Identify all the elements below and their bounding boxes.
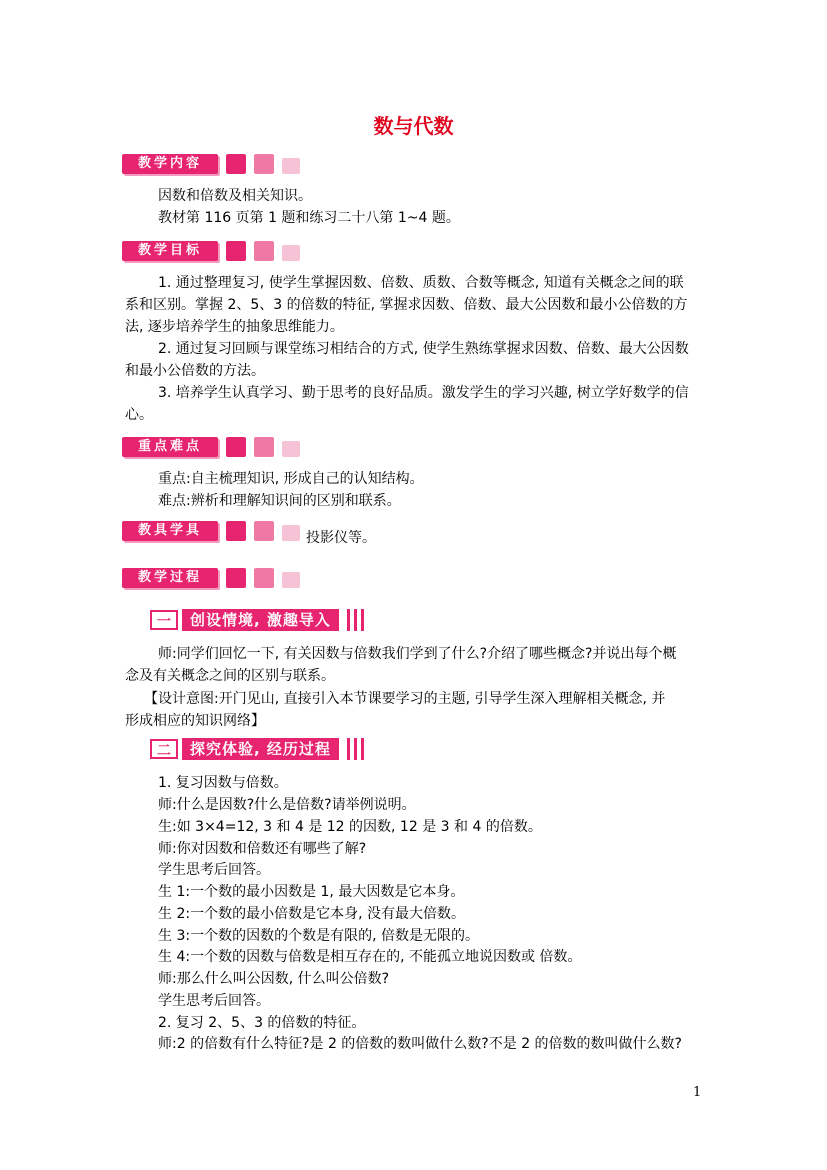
section-label: 教学目标 xyxy=(122,241,218,261)
process-line: 师:同学们回忆一下, 有关因数与倍数我们学到了什么?介绍了哪些概念?并说出每个概 xyxy=(158,646,677,662)
decor-square xyxy=(254,241,274,261)
subsection-label: 探究体验, 经历过程 xyxy=(182,738,339,760)
process-line: 师:那么什么叫公因数, 什么叫公倍数? xyxy=(158,971,390,987)
content-line: 因数和倍数及相关知识。 xyxy=(158,188,312,204)
decor-square xyxy=(226,154,246,174)
process-line: 学生思考后回答。 xyxy=(158,862,270,878)
tools-text: 投影仪等。 xyxy=(306,530,376,546)
process-line: 学生思考后回答。 xyxy=(158,993,270,1009)
keypoint-line: 难点:辨析和理解知识间的区别和联系。 xyxy=(158,493,401,509)
process-line: 师:2 的倍数有什么特征?是 2 的倍数的数叫做什么数?不是 2 的倍数的数叫做什么数? xyxy=(158,1036,682,1052)
decor-square xyxy=(282,525,300,541)
process-line: 2. 复习 2、5、3 的倍数的特征。 xyxy=(158,1015,366,1031)
objective-line: 系和区别。掌握 2、5、3 的倍数的特征, 掌握求因数、倍数、最大公因数和最小公倍数的方 xyxy=(125,297,688,313)
objective-line: 心。 xyxy=(125,407,153,423)
decor-square xyxy=(282,572,300,588)
section-label: 教学内容 xyxy=(122,154,218,174)
subsection-number: 二 xyxy=(150,739,178,759)
page-number: 1 xyxy=(693,1085,702,1100)
process-line: 念及有关概念之间的区别与联系。 xyxy=(125,668,335,684)
decor-square xyxy=(226,241,246,261)
decor-square xyxy=(282,158,300,174)
subsection-label: 创设情境, 激趣导入 xyxy=(182,609,339,631)
section-label: 教学过程 xyxy=(122,568,218,588)
objective-line: 2. 通过复习回顾与课堂练习相结合的方式, 使学生熟练掌握求因数、倍数、最大公因数 xyxy=(158,341,689,357)
subsection-number: 一 xyxy=(150,610,178,630)
decor-square xyxy=(254,154,274,174)
decor-square xyxy=(226,437,246,457)
subsection-header-2 xyxy=(150,738,364,760)
content-line: 教材第 116 页第 1 题和练习二十八第 1~4 题。 xyxy=(158,210,460,226)
decor-square xyxy=(254,568,274,588)
decor-square xyxy=(226,521,246,541)
objective-line: 和最小公倍数的方法。 xyxy=(125,363,265,379)
section-header-content xyxy=(122,154,300,174)
section-header-objectives xyxy=(122,241,300,261)
keypoint-line: 重点:自主梳理知识, 形成自己的认知结构。 xyxy=(158,471,424,487)
design-intent-line: 形成相应的知识网络】 xyxy=(125,713,265,729)
process-line: 生 4:一个数的因数与倍数是相互存在的, 不能孤立地说因数或 倍数。 xyxy=(158,949,582,965)
process-line: 师:什么是因数?什么是倍数?请举例说明。 xyxy=(158,797,416,813)
process-line: 生 3:一个数的因数的个数是有限的, 倍数是无限的。 xyxy=(158,928,479,944)
section-label: 重点难点 xyxy=(122,437,218,457)
section-header-process xyxy=(122,568,300,588)
process-line: 生 2:一个数的最小倍数是它本身, 没有最大倍数。 xyxy=(158,906,465,922)
decor-square xyxy=(282,245,300,261)
objective-line: 3. 培养学生认真学习、勤于思考的良好品质。激发学生的学习兴趣, 树立学好数学的信 xyxy=(158,385,689,401)
objective-line: 1. 通过整理复习, 使学生掌握因数、倍数、质数、合数等概念, 知道有关概念之间的联 xyxy=(158,275,684,291)
subsection-header-1 xyxy=(150,609,364,631)
section-header-tools xyxy=(122,521,300,541)
design-intent-line: 【设计意图:开门见山, 直接引入本节课要学习的主题, 引导学生深入理解相关概念, 并 xyxy=(144,691,666,707)
process-line: 生 1:一个数的最小因数是 1, 最大因数是它本身。 xyxy=(158,884,465,900)
process-line: 生:如 3×4=12, 3 和 4 是 12 的因数, 12 是 3 和 4 的倍数。 xyxy=(158,819,542,835)
decor-square xyxy=(226,568,246,588)
process-line: 师:你对因数和倍数还有哪些了解? xyxy=(158,841,367,857)
section-label: 教具学具 xyxy=(122,521,218,541)
decor-square xyxy=(254,437,274,457)
decor-bars xyxy=(343,609,364,631)
decor-square xyxy=(282,441,300,457)
decor-bars xyxy=(343,738,364,760)
section-header-keypoints xyxy=(122,437,300,457)
decor-square xyxy=(254,521,274,541)
document-title: 数与代数 xyxy=(373,114,454,138)
objective-line: 法, 逐步培养学生的抽象思维能力。 xyxy=(125,319,344,335)
process-line: 1. 复习因数与倍数。 xyxy=(158,775,288,791)
